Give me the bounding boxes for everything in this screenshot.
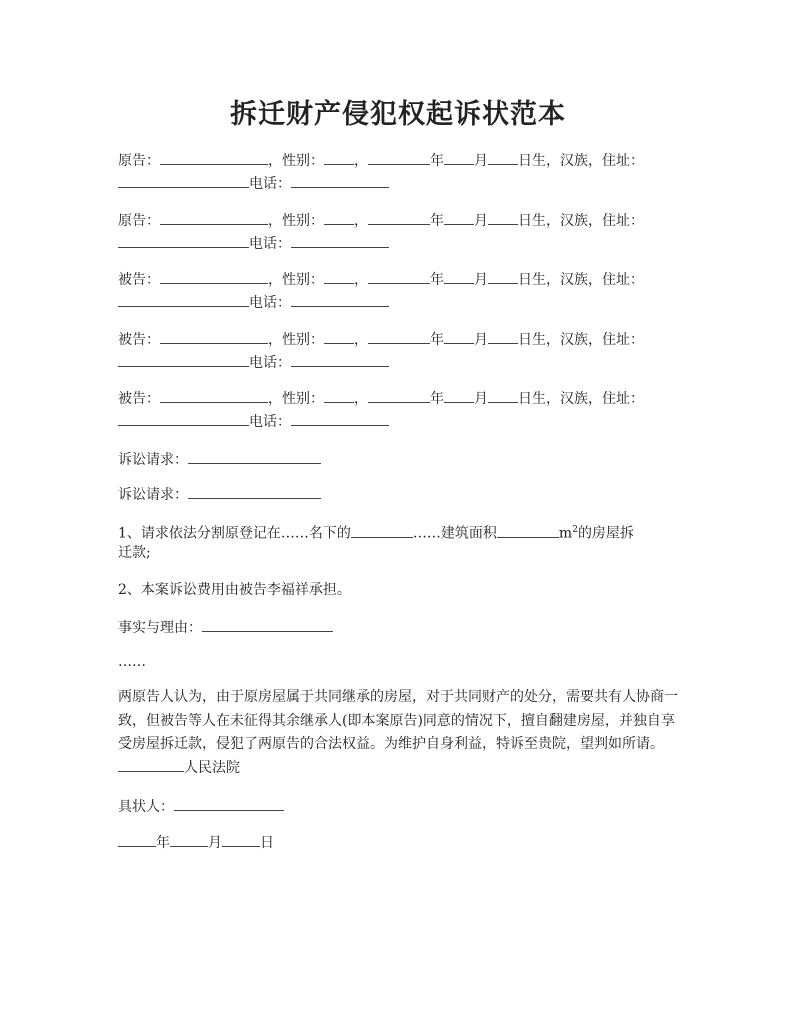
address-blank (118, 352, 249, 367)
area-blank (497, 523, 559, 538)
signer-blank (174, 796, 284, 811)
ellipsis-text: …… (118, 654, 146, 670)
party-line-3 (118, 269, 644, 290)
gender-blank (324, 388, 354, 403)
phone-label: 电话： (249, 236, 291, 252)
party-role-label: 被告： (118, 391, 160, 407)
date-month-label: 月 (208, 835, 222, 851)
facts-blank (202, 617, 333, 632)
phone-label: 电话： (249, 295, 291, 311)
date-month-blank (170, 832, 208, 847)
gender-label: ，性别： (268, 153, 324, 169)
claims-label: 诉讼请求： (118, 487, 188, 503)
comma-label: ， (354, 272, 368, 288)
phone-label: 电话： (249, 414, 291, 430)
court-blank (118, 757, 184, 772)
party-line-4b (118, 352, 389, 373)
phone-blank (291, 352, 389, 367)
claim-item-1 (118, 520, 634, 544)
claims-blank (188, 484, 321, 499)
year-blank (368, 388, 430, 403)
ellipsis-line (118, 652, 146, 672)
gender-label: ，性别： (268, 391, 324, 407)
comma-label: ， (354, 153, 368, 169)
address-blank (118, 292, 249, 307)
facts-label: 事实与理由： (118, 620, 202, 636)
gender-blank (324, 210, 354, 225)
claim-item-2 (118, 580, 351, 600)
month-blank (444, 329, 474, 344)
address-blank (118, 233, 249, 248)
year-blank (368, 150, 430, 165)
claim-1-part2: ……建筑面积 (412, 525, 497, 542)
month-blank (444, 150, 474, 165)
party-line-1b (118, 173, 389, 194)
day-blank (488, 329, 518, 344)
party-line-2 (118, 210, 644, 231)
date-year-label: 年 (156, 835, 170, 851)
gender-blank (324, 150, 354, 165)
claim-1-part1: 1、请求依法分割原登记在……名下的 (118, 525, 351, 542)
month-blank (444, 210, 474, 225)
gender-blank (324, 269, 354, 284)
address-blank (118, 411, 249, 426)
phone-blank (291, 411, 389, 426)
claim-2-text: 2、本案诉讼费用由被告李福祥承担。 (118, 582, 351, 598)
party-line-5b (118, 411, 389, 432)
owner-blank (351, 523, 413, 538)
gender-label: ，性别： (268, 272, 324, 288)
facts-line (118, 617, 333, 638)
birth-suffix-label: 日生，汉族，住址： (518, 332, 644, 348)
claims-blank (188, 449, 321, 464)
document-title: 拆迁财产侵犯权起诉状范本 (230, 99, 566, 130)
claim-1-line2: 迁款; (118, 545, 151, 561)
name-blank (160, 269, 268, 284)
year-blank (368, 210, 430, 225)
birth-suffix-label: 日生，汉族，住址： (518, 391, 644, 407)
year-label: 年 (430, 391, 444, 407)
comma-label: ， (354, 391, 368, 407)
area-unit-superscript: 2 (572, 525, 578, 535)
party-line-3b (118, 292, 389, 313)
year-label: 年 (430, 332, 444, 348)
address-blank (118, 173, 249, 188)
phone-blank (291, 233, 389, 248)
party-line-4 (118, 329, 644, 350)
party-line-5 (118, 388, 644, 409)
date-line (118, 832, 274, 853)
date-day-label: 日 (260, 835, 274, 851)
month-label: 月 (474, 391, 488, 407)
claims-label: 诉讼请求： (118, 452, 188, 468)
claims-line-2 (118, 484, 321, 505)
phone-blank (291, 292, 389, 307)
court-suffix: 人民法院 (184, 759, 240, 776)
month-label: 月 (474, 332, 488, 348)
day-blank (488, 210, 518, 225)
comma-label: ， (354, 213, 368, 229)
party-role-label: 被告： (118, 332, 160, 348)
phone-blank (291, 173, 389, 188)
year-blank (368, 329, 430, 344)
year-label: 年 (430, 213, 444, 229)
comma-label: ， (354, 332, 368, 348)
date-year-blank (118, 832, 156, 847)
day-blank (488, 150, 518, 165)
signer-label: 具状人： (118, 799, 174, 815)
body-text: 两原告人认为，由于原房屋属于共同继承的房屋，对于共同财产的处分，需要共有人协商一致，但被告等人在未征得其余继承人(即本案原告)同意的情况下，擅自翻建房屋，并独自享受房屋拆迁款，侵犯了两原告的合法权益。为维护自身利益，特诉至贵院，望判如所请。 (118, 689, 678, 752)
year-blank (368, 269, 430, 284)
party-line-1 (118, 150, 644, 171)
day-blank (488, 269, 518, 284)
signer-line (118, 796, 284, 817)
name-blank (160, 150, 268, 165)
gender-label: ，性别： (268, 332, 324, 348)
party-line-2b (118, 233, 389, 254)
party-role-label: 原告： (118, 153, 160, 169)
birth-suffix-label: 日生，汉族，住址： (518, 153, 644, 169)
claims-line-1 (118, 449, 321, 470)
month-blank (444, 269, 474, 284)
date-day-blank (222, 832, 260, 847)
gender-label: ，性别： (268, 213, 324, 229)
claim-1-part3: 的房屋拆 (577, 525, 634, 542)
month-label: 月 (474, 153, 488, 169)
body-paragraph (118, 686, 684, 780)
year-label: 年 (430, 272, 444, 288)
party-role-label: 原告： (118, 213, 160, 229)
party-role-label: 被告： (118, 272, 160, 288)
month-blank (444, 388, 474, 403)
month-label: 月 (474, 272, 488, 288)
name-blank (160, 210, 268, 225)
day-blank (488, 388, 518, 403)
birth-suffix-label: 日生，汉族，住址： (518, 272, 644, 288)
month-label: 月 (474, 213, 488, 229)
name-blank (160, 388, 268, 403)
phone-label: 电话： (249, 176, 291, 192)
phone-label: 电话： (249, 355, 291, 371)
birth-suffix-label: 日生，汉族，住址： (518, 213, 644, 229)
area-unit: m (558, 525, 573, 542)
claim-item-1b (118, 543, 151, 563)
gender-blank (324, 329, 354, 344)
name-blank (160, 329, 268, 344)
year-label: 年 (430, 153, 444, 169)
